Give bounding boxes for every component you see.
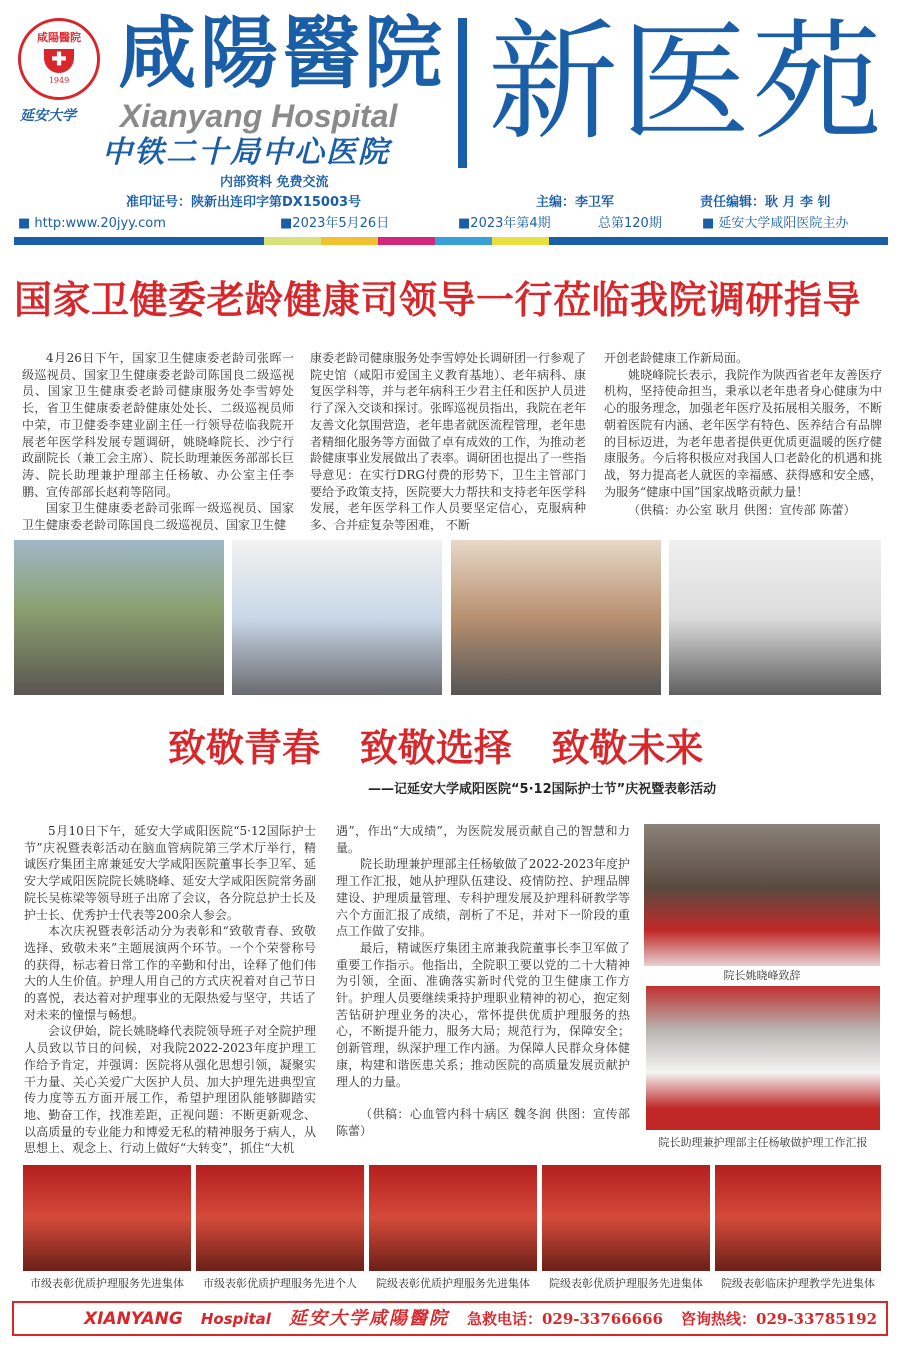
issue-number: ■2023年第4期 bbox=[458, 216, 551, 231]
article1-headline: 国家卫健委老龄健康司领导一行莅临我院调研指导 bbox=[14, 278, 862, 322]
emergency-phone: 急救电话：029-33766666 bbox=[466, 1309, 663, 1328]
photo-award-3 bbox=[369, 1165, 537, 1271]
article1-col2: 康委老龄司健康服务处李雪婷处长调研团一行参观了院史馆（咸阳市爱国主义教育基地）、老年病科、康复医学科等，并与老年病科王少君主任和医护人员进行了深入交谈和探讨。张晖巡视员指出，我院在老年友善文化氛围营造，老年患者就医流程管理，老年患者精细化服务等方面做了卓有成效的工作，为推动老龄健康事业发展做出了表率。调研团也提出了一些指导意见：在实行DRG付费的形势下，卫生主管部门要给予政策支持，医院要大力帮扶和支持老年医学科发展，老年医学科工作人员要坚定信心，克服病种多、合并症复杂等困难， 不断 bbox=[310, 351, 587, 533]
photo-award-5 bbox=[715, 1165, 881, 1271]
hospital-title-en: Xianyang Hospital bbox=[120, 98, 398, 134]
caption: 市级表彰优质护理服务先进个人 bbox=[203, 1277, 357, 1290]
caption: 院长姚晓峰致辞 bbox=[723, 969, 801, 982]
photo-visit-museum bbox=[451, 540, 661, 695]
website[interactable]: ■ http:www.20jyy.com bbox=[18, 216, 166, 231]
masthead-rule bbox=[14, 237, 888, 245]
article2-subheadline: ——记延安大学咸阳医院“5·12国际护士节”庆祝暨表彰活动 bbox=[368, 782, 717, 797]
issue-date: ■2023年5月26日 bbox=[280, 216, 390, 231]
editors: 责任编辑：耿 月 李 钊 bbox=[700, 195, 831, 210]
photo-award-4 bbox=[542, 1165, 710, 1271]
photo-visit-ward bbox=[669, 540, 881, 695]
footer-banner: XIANYANG Hospital 延安大学咸陽醫院 急救电话：029-33766666 咨询热线：029-33785192 bbox=[12, 1301, 888, 1336]
hotline-phone: 咨询热线：029-33785192 bbox=[681, 1309, 878, 1328]
photo-award-1 bbox=[23, 1165, 191, 1271]
photo-president-speech bbox=[644, 824, 880, 966]
photo-nursing-report bbox=[646, 986, 880, 1130]
photo-award-2 bbox=[196, 1165, 364, 1271]
photo-visit-hall bbox=[232, 540, 442, 695]
article2-headline: 致敬青春 致敬选择 致敬未来 bbox=[168, 726, 704, 770]
article1-credit: （供稿：办公室 耿月 供图：宣传部 陈蕾） bbox=[628, 503, 856, 518]
article2-col2: 遇”，作出“大成绩”，为医院发展贡献自己的智慧和力量。 院长助理兼护理部主任杨敏做了2022-2023年度护理工作汇报，她从护理队伍建设、疫情防控、护理品牌建设、护理质量管理、专科护理发展及护理科研教学等六个方面汇报了成绩，剖析了不足，并对下一阶段的重点工作做了安排。 最后，精诚医疗集团主席兼我院董事长李卫军做了重要工作指示。他指出，全院职工要以党的二十大精神为引领，全面、准确落实新时代党的卫生健康工作方针。护理人员要继续秉持护理职业精神的初心，抱定刻苦钻研护理业务的决心，常怀提供优质护理服务的热心，不断提升能力，服务大局；规范行为，保障安全；创新管理，纵深护理工作内涵。为保障人民群众身体健康，构建和谐医患关系；推动医院的高质量发展贡献护理人的力量。 （供稿：心血管内科十病区 魏冬润 供图：宣传部 陈蕾） bbox=[336, 824, 630, 1138]
divider bbox=[458, 18, 467, 168]
article1-col3: 开创老龄健康工作新局面。 姚晓峰院长表示，我院作为陕西省老年友善医疗机构，坚持使命担当，秉承以老年患者身心健康为中心的服务理念，加强老年医疗及拓展相关服务，不断朝着医院有内涵、老年医学有特色、医养结合有品牌的目标迈进，为老年患者提供更优质更温暖的医疗健康服务。今后将积极应对我国人口老龄化的机遇和挑战，努力提高老人就医的幸福感、获得感和安全感，为服务“健康中国”国家战略贡献力量！ （供稿：办公室 耿月 供图：宣传部 陈蕾） bbox=[604, 351, 882, 518]
permit-number: 准印证号：陕新出连印字第DX15003号 bbox=[126, 195, 362, 210]
article1-col1: 4月26日下午，国家卫生健康委老龄司张晖一级巡视员、国家卫生健康委老龄司陈国良二级巡视员、国家卫生健康委老龄司健康服务处李雪婷处长，省卫生健康委老龄健康处处长、二级巡视员师中荣，市卫健委李建业副主任一行领导莅临我院开展老年医学科发展专题调研，姚晓峰院长、沙宁行政副院长（兼工会主席）、院长助理兼医务部部长巨涛、院长助理兼护理部主任杨敏、办公室主任李鹏、宣传部部长赵莉等陪同。 国家卫生健康委老龄司张晖一级巡视员、国家卫生健康委老龄司陈国良二级巡视员、国家卫生健 bbox=[22, 351, 294, 533]
caption: 市级表彰优质护理服务先进集体 bbox=[30, 1277, 184, 1290]
caption: 院长助理兼护理部主任杨敏做护理工作汇报 bbox=[658, 1136, 868, 1149]
internal-note: 内部资料 免费交流 bbox=[220, 175, 329, 190]
university-name: 延安大学 bbox=[20, 108, 76, 124]
hospital-subtitle: 中铁二十局中心医院 bbox=[102, 135, 390, 170]
hospital-logo: 咸陽醫院 ✚ 1949 bbox=[18, 18, 100, 100]
sponsor: ■ 延安大学咸阳医院主办 bbox=[702, 216, 849, 231]
total-issue: 总第120期 bbox=[598, 216, 662, 231]
paper-name: 新医苑 bbox=[488, 6, 885, 158]
cross-icon: ✚ bbox=[44, 49, 74, 73]
caption: 院级表彰临床护理教学先进集体 bbox=[721, 1277, 875, 1290]
article2-col1: 5月10日下午，延安大学咸阳医院“5·12国际护士节”庆祝暨表彰活动在脑血管病院第三学术厅举行，精诚医疗集团主席兼延安大学咸阳医院董事长李卫军、延安大学咸阳医院院长姚晓峰、延安大学咸阳医院常务副院长吴栋梁等领导班子出席了会议，各分院总护士长及护士长、优秀护士代表等200余人参会。 本次庆祝暨表彰活动分为表彰和“致敬青春、致敬选择、致敬未来”主题展演两个环节。一个个荣誉称号的获得，标志着日常工作的辛勤和付出，诠释了他们伟大的人生价值。护理人用自己的方式庆祝着对自己节日的喜悦，表达着对护理事业的无限热爱与坚守，共话了对未来的憧憬与畅想。 会议伊始，院长姚晓峰代表院领导班子对全院护理人员致以节日的问候，对我院2022-2023年度护理工作给予肯定，并强调：医院将从强化思想引领，凝聚实干力量、关心关爱广大医护人员、加大护理先进典型宣传力度等五方面开展工作，希望护理团队能够脚踏实地、勤奋工作，找准差距，正视问题：不断更新观念、以高质量的专业能力和博爱无私的精神服务于病人，从思想上、观念上、行动上做好“大转变”，抓住“大机 bbox=[24, 824, 316, 1156]
hospital-title-cn: 咸陽醫院 bbox=[118, 9, 447, 99]
chief-editor: 主编：李卫军 bbox=[536, 195, 615, 210]
caption: 院级表彰优质护理服务先进集体 bbox=[376, 1277, 530, 1290]
caption: 院级表彰优质护理服务先进集体 bbox=[549, 1277, 703, 1290]
article2-credit: （供稿：心血管内科十病区 魏冬润 供图：宣传部 陈蕾） bbox=[336, 1107, 630, 1138]
photo-visit-outdoor bbox=[14, 540, 224, 695]
